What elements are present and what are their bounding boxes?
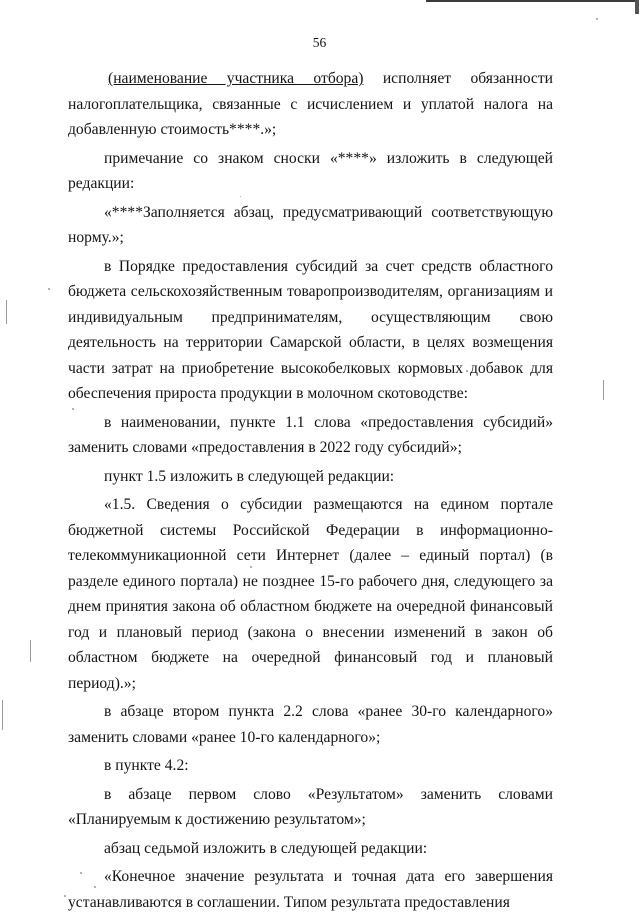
- paragraph-6: пункт 1.5 изложить в следующей редакции:: [104, 467, 395, 485]
- scan-speck: [48, 288, 50, 290]
- document-body: [68, 66, 553, 918]
- scan-edge-top: [426, 0, 639, 2]
- scan-speck: [64, 895, 66, 897]
- scan-speck: [30, 640, 31, 662]
- paragraph-2: примечание со знаком сноски «****» изложить в следующей редакции:: [68, 149, 553, 192]
- paragraph-1: [68, 66, 553, 143]
- paragraph-12: «Конечное значение результата и точная дата его завершения устанавливаются в соглашении. Типом результата предоставления: [68, 868, 553, 911]
- paragraph-8: в абзаце втором пункта 2.2 слова «ранее 30-го календарного» заменить словами «ранее 10-го календарного»;: [68, 703, 553, 746]
- scan-speck: [603, 380, 604, 400]
- paragraph-text: исполняет обязанности налогоплательщика, связанные с исчислением и уплатой налога на добавленную стоимость****.»;: [68, 70, 553, 138]
- underlined-participant-placeholder: (наименование участника отбора): [108, 70, 364, 87]
- paragraph-3: «****Заполняется абзац, предусматривающий соответствующую норму.»;: [68, 203, 553, 246]
- scan-corner-mark: [635, 0, 639, 14]
- scan-speck: [596, 18, 598, 20]
- paragraph-11: абзац седьмой изложить в следующей редакции:: [104, 839, 428, 857]
- paragraph-4: в Порядке предоставления субсидий за счет средств областного бюджета сельскохозяйственным товаропроизводителям, организациям и индивидуальным предпринимателям, осуществляющим свою деятельность на территории Самарской области, в целях возмещения части затрат на приобретение высокобелковых кормовых добавок для обеспечения прироста продукции в молочном скотоводстве:: [68, 257, 553, 402]
- page-number: 56: [312, 35, 327, 50]
- paragraph-5: в наименовании, пункте 1.1 слова «предоставления субсидий» заменить словами «предоставления в 2022 году субсидий»;: [68, 413, 553, 456]
- scan-speck: [6, 300, 7, 324]
- paragraph-10: в абзаце первом слово «Результатом» заменить словами «Планируемым к достижению результатом»;: [68, 785, 553, 828]
- paragraph-7: «1.5. Сведения о субсидии размещаются на едином портале бюджетной системы Российской Федерации в информационно-телекоммуникационной сети Интернет (далее – единый портал) (в разделе единого портала) не позднее 15-го рабочего дня, следующего за днем принятия закона об областном бюджете на очередной финансовый год и плановый период (закона о внесении изменений в закон об областном бюджете на очередной финансовый год и плановый период).»;: [68, 496, 553, 692]
- paragraph-9: в пункте 4.2:: [104, 757, 189, 774]
- scan-speck: [2, 700, 3, 730]
